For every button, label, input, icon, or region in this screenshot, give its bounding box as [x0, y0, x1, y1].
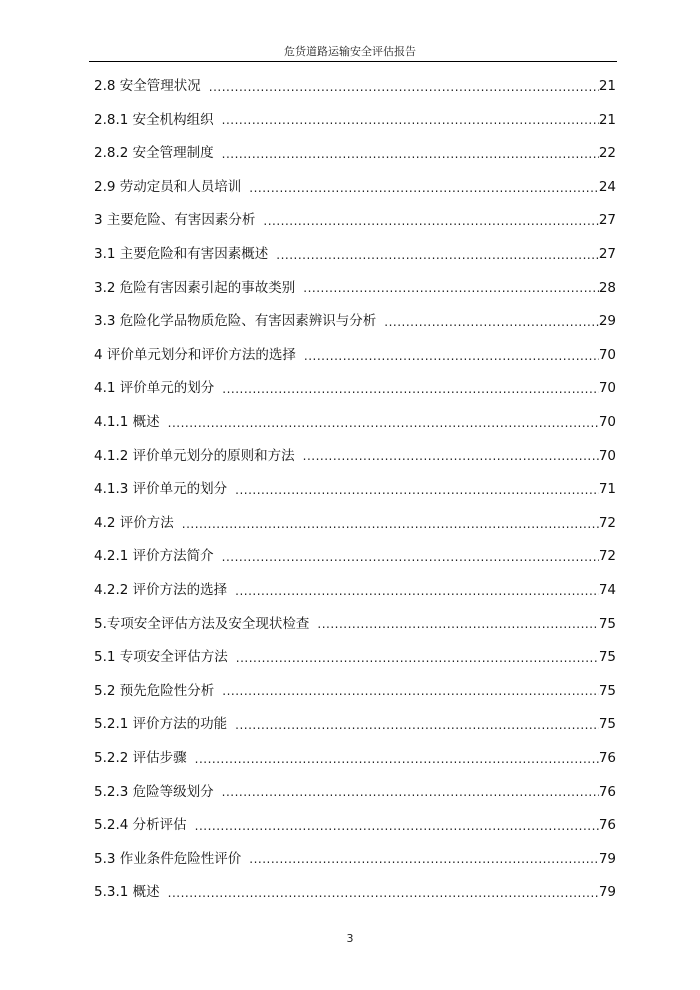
toc-entry-page: 28 [598, 279, 616, 296]
toc-entry-page: 76 [598, 817, 616, 834]
toc-entry[interactable] [94, 339, 616, 373]
toc-entry[interactable] [94, 608, 616, 642]
toc-entry-label: 4.2.2 评价方法的选择 [94, 581, 228, 598]
toc-dot-leader [168, 417, 599, 429]
toc-entry-label: 4.1.2 评价单元划分的原则和方法 [94, 447, 295, 464]
toc-entry[interactable] [94, 876, 616, 910]
toc-dot-leader [317, 618, 598, 630]
toc-entry[interactable] [94, 171, 616, 205]
toc-entry[interactable] [94, 775, 616, 809]
toc-entry-page: 75 [598, 649, 616, 666]
toc-entry-page: 76 [598, 783, 616, 800]
toc-dot-leader [249, 853, 599, 865]
toc-dot-leader [303, 282, 599, 294]
toc-entry-page: 71 [598, 481, 616, 498]
toc-dot-leader [222, 383, 599, 395]
toc-dot-leader [195, 820, 599, 832]
toc-entry-label: 5.专项安全评估方法及安全现状检查 [94, 615, 310, 632]
toc-entry-page: 72 [598, 548, 616, 565]
toc-dot-leader [222, 114, 599, 126]
toc-dot-leader [235, 719, 599, 731]
toc-entry[interactable] [94, 238, 616, 272]
toc-entry-page: 22 [598, 145, 616, 162]
toc-entry-page: 75 [598, 716, 616, 733]
toc-entry[interactable] [94, 809, 616, 843]
toc-entry[interactable] [94, 204, 616, 238]
toc-dot-leader [384, 316, 599, 328]
toc-dot-leader [222, 786, 599, 798]
toc-entry-label: 4.2.1 评价方法简介 [94, 548, 214, 565]
toc-dot-leader [222, 685, 599, 697]
toc-entry-page: 72 [598, 514, 616, 531]
toc-entry-label: 5.1 专项安全评估方法 [94, 649, 228, 666]
toc-entry[interactable] [94, 843, 616, 877]
toc-entry[interactable] [94, 742, 616, 776]
toc-entry-label: 2.8 安全管理状况 [94, 78, 201, 95]
toc-entry-page: 79 [598, 884, 616, 901]
toc-entry[interactable] [94, 440, 616, 474]
page-number: 3 [346, 932, 354, 945]
toc-entry-label: 3.1 主要危险和有害因素概述 [94, 246, 269, 263]
toc-entry[interactable] [94, 641, 616, 675]
toc-entry-label: 2.8.1 安全机构组织 [94, 111, 214, 128]
toc-entry-label: 3 主要危险、有害因素分析 [94, 212, 256, 229]
toc-entry-page: 70 [598, 413, 616, 430]
toc-dot-leader [236, 652, 599, 664]
toc-entry-label: 4 评价单元划分和评价方法的选择 [94, 346, 296, 363]
toc-entry[interactable] [94, 272, 616, 306]
toc-entry[interactable] [94, 70, 616, 104]
toc-entry[interactable] [94, 540, 616, 574]
toc-entry-page: 75 [598, 682, 616, 699]
toc-entry-label: 4.1.3 评价单元的划分 [94, 481, 228, 498]
toc-entry-label: 2.8.2 安全管理制度 [94, 145, 214, 162]
toc-dot-leader [222, 148, 599, 160]
toc-entry-page: 21 [598, 78, 616, 95]
toc-entry-label: 5.2.2 评估步骤 [94, 749, 187, 766]
page-header-title: 危货道路运输安全评估报告 [284, 45, 416, 58]
toc-dot-leader [182, 518, 599, 530]
toc-dot-leader [168, 887, 599, 899]
toc-entry-page: 70 [598, 380, 616, 397]
toc-entry[interactable] [94, 305, 616, 339]
toc-entry[interactable] [94, 104, 616, 138]
toc-entry-page: 74 [598, 581, 616, 598]
toc-entry[interactable] [94, 507, 616, 541]
toc-entry[interactable] [94, 675, 616, 709]
toc-dot-leader [235, 585, 599, 597]
toc-entry-page: 21 [598, 111, 616, 128]
toc-entry-label: 5.2 预先危险性分析 [94, 682, 215, 699]
toc-entry-page: 76 [598, 749, 616, 766]
toc-entry-page: 70 [598, 346, 616, 363]
toc-entry-label: 3.3 危险化学品物质危险、有害因素辨识与分析 [94, 313, 377, 330]
toc-entry-label: 4.1.1 概述 [94, 413, 160, 430]
toc-entry-page: 27 [598, 246, 616, 263]
toc-entry-page: 79 [598, 850, 616, 867]
toc-entry-label: 5.2.4 分析评估 [94, 817, 187, 834]
toc-entry[interactable] [94, 406, 616, 440]
header-divider [89, 61, 617, 62]
toc-entry-label: 4.1 评价单元的划分 [94, 380, 215, 397]
toc-dot-leader [263, 215, 598, 227]
toc-entry-label: 5.3 作业条件危险性评价 [94, 850, 242, 867]
toc-entry[interactable] [94, 708, 616, 742]
toc-entry-page: 24 [598, 178, 616, 195]
toc-dot-leader [303, 450, 599, 462]
toc-entry-label: 5.2.3 危险等级划分 [94, 783, 214, 800]
toc-dot-leader [249, 182, 599, 194]
toc-entry[interactable] [94, 574, 616, 608]
toc-entry-page: 70 [598, 447, 616, 464]
toc-entry-page: 27 [598, 212, 616, 229]
toc-dot-leader [222, 551, 599, 563]
toc-entry[interactable] [94, 137, 616, 171]
toc-entry-label: 3.2 危险有害因素引起的事故类别 [94, 279, 296, 296]
toc-dot-leader [276, 249, 599, 261]
toc-dot-leader [209, 81, 599, 93]
toc-entry[interactable] [94, 473, 616, 507]
table-of-contents [94, 70, 616, 910]
toc-dot-leader [195, 753, 599, 765]
toc-dot-leader [304, 350, 599, 362]
toc-entry-label: 2.9 劳动定员和人员培训 [94, 178, 242, 195]
toc-entry-label: 5.3.1 概述 [94, 884, 160, 901]
toc-entry-label: 4.2 评价方法 [94, 514, 174, 531]
toc-entry-page: 75 [598, 615, 616, 632]
toc-entry-page: 29 [598, 313, 616, 330]
toc-dot-leader [235, 484, 599, 496]
toc-entry-label: 5.2.1 评价方法的功能 [94, 716, 228, 733]
toc-entry[interactable] [94, 372, 616, 406]
